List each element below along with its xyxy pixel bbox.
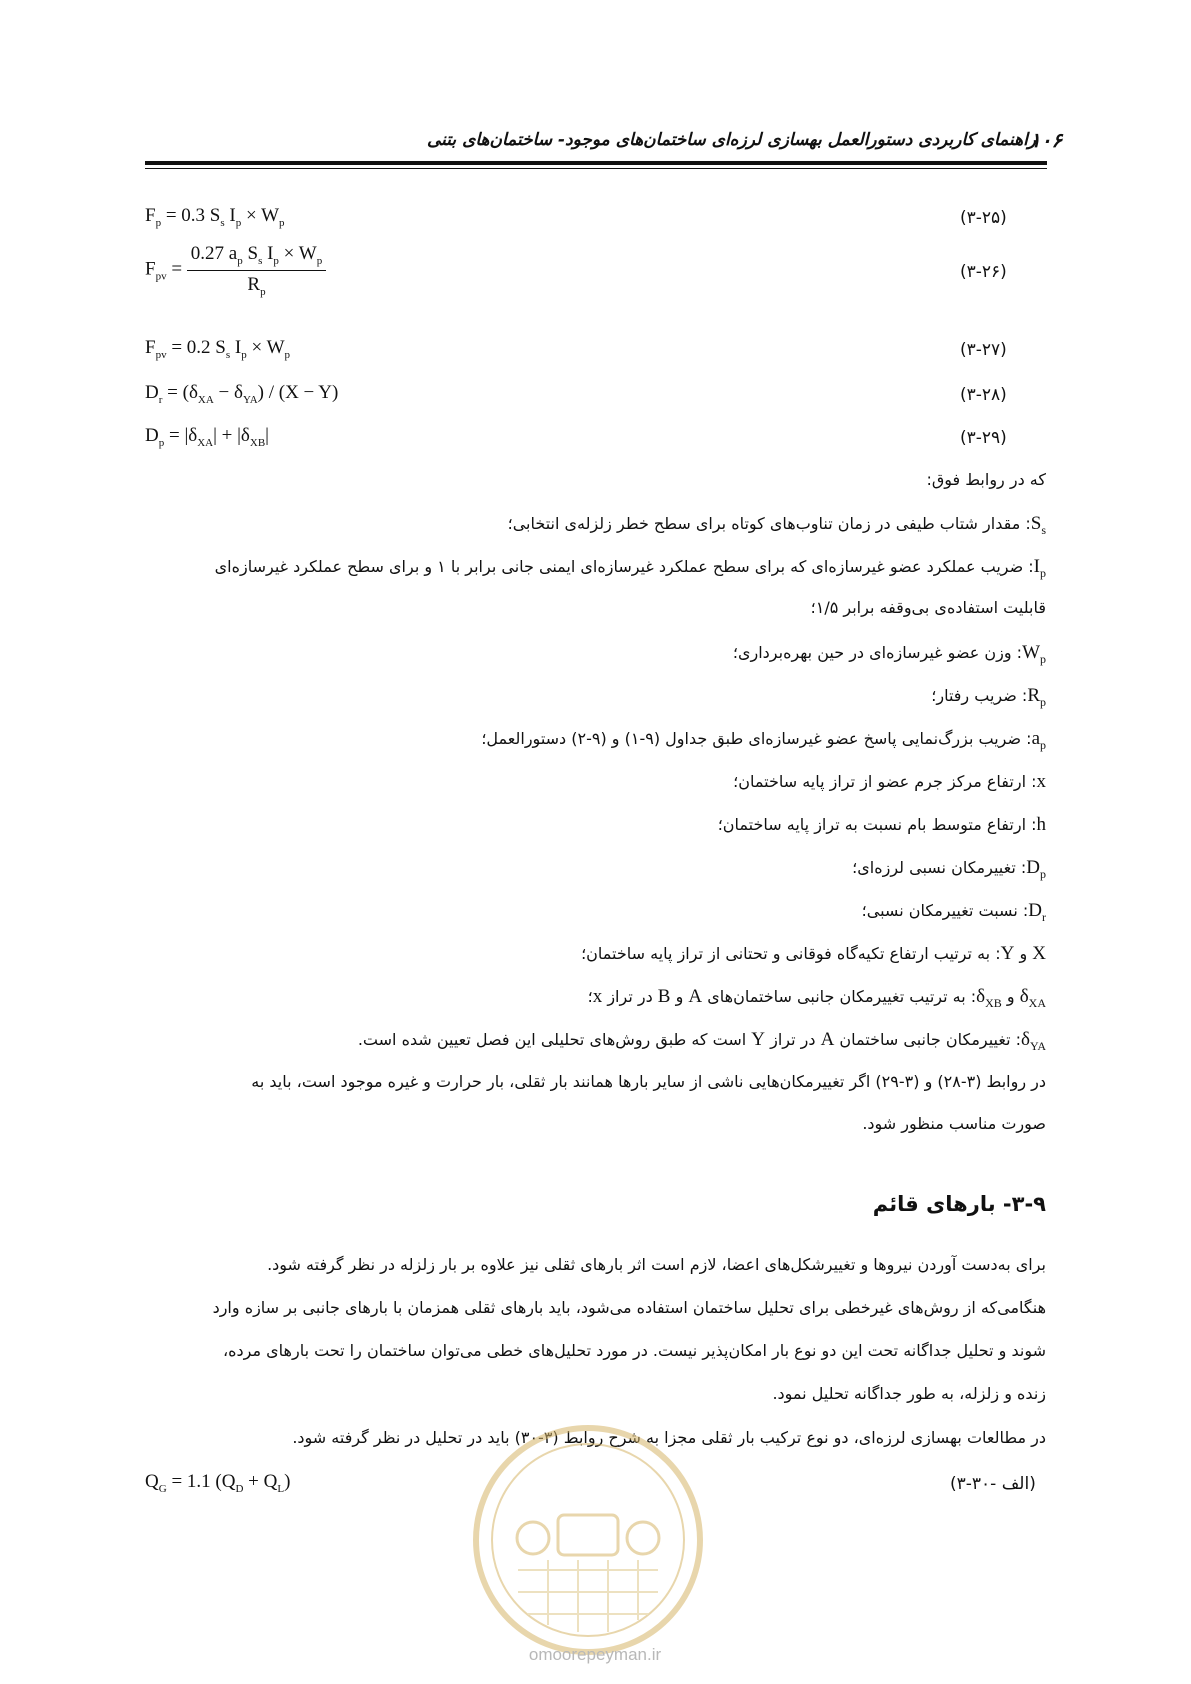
running-header-title: راهنمای کاربردی دستورالعمل بهسازی لرزه‌ای ساختمان‌های موجود- ساختمان‌های بتنی (426, 130, 1036, 150)
definition-x: x: ارتفاع مرکز جرم عضو از تراز پایه ساختمان؛ (733, 771, 1046, 792)
paragraph-line: در روابط (۳-۲۸) و (۳-۲۹) اگر تغییرمکان‌هایی ناشی از سایر بارها همانند بار ثقلی، بار حرارت و غیره موجود است، باید به (251, 1072, 1046, 1091)
paragraph-line: صورت مناسب منظور شود. (862, 1114, 1046, 1133)
equation-3-28: $D_r = (\delta_{XA} - \delta_{YA}) / (X - Y)$ (145, 382, 339, 406)
paragraph-line: در مطالعات بهسازی لرزه‌ای، دو نوع ترکیب بار ثقلی مجزا به شرح روابط (۳-۳۰) باید در تحلیل در نظر گرفته شود. (292, 1428, 1046, 1447)
section-heading: ۳-۹- بارهای قائم (872, 1192, 1046, 1216)
definition-ip: $I_p$: ضریب عملکرد عضو غیرسازه‌ای که برای سطح عملکرد غیرسازه‌ای ایمنی جانی برابر با ۱ و برای سطح عملکرد غیرسازه‌ای (214, 556, 1046, 580)
watermark-url: omoorepeyman.ir (528, 1645, 662, 1664)
header-rule-thick (145, 161, 1047, 165)
equation-number: (۳-۲۸) (960, 385, 1007, 405)
equation-number: (۳-۳۰- الف) (950, 1474, 1036, 1494)
equation-number: (۳-۲۷) (960, 340, 1007, 360)
header-rule-thin (145, 168, 1047, 169)
definition-ss: $S_s$: مقدار شتاب طیفی در زمان تناوب‌های کوتاه برای سطح خطر زلزله‌ی انتخابی؛ (507, 513, 1046, 537)
definition-h: h: ارتفاع متوسط بام نسبت به تراز پایه ساختمان؛ (717, 814, 1046, 835)
equation-3-30-a: $Q_G = 1.1$ $(Q_D + Q_L)$ (145, 1471, 291, 1495)
definition-dp: $D_p$: تغییرمکان نسبی لرزه‌ای؛ (852, 857, 1046, 881)
definition-delta-xa-xb: $\delta_{XA}$ و $\delta_{XB}$: به ترتیب تغییرمکان جانبی ساختمان‌های A و B در تراز x؛ (587, 986, 1046, 1010)
equation-3-29: $D_p = |\delta_{XA}| + |\delta_{XB}|$ (145, 425, 269, 449)
definition-wp: $W_p$: وزن عضو غیرسازه‌ای در حین بهره‌برداری؛ (732, 642, 1046, 666)
equation-number: (۳-۲۶) (960, 262, 1007, 282)
paragraph-line: زنده و زلزله، به طور جداگانه تحلیل نمود. (772, 1384, 1046, 1403)
definitions-intro: که در روابط فوق: (926, 470, 1046, 489)
equation-3-26: $F_{pv}$ = $\frac{0.27 a_p S_s I_p \times W_p}{R_p}$ (145, 243, 326, 298)
paragraph-line: شوند و تحلیل جداگانه تحت این دو نوع بار امکان‌پذیر نیست. در مورد تحلیل‌های خطی می‌توان ساختمان را تحت بارهای مرده، (222, 1341, 1046, 1360)
equation-number: (۳-۲۵) (960, 208, 1007, 228)
definition-ap: $a_p$: ضریب بزرگ‌نمایی پاسخ عضو غیرسازه‌ای طبق جداول (۹-۱) و (۹-۲) دستورالعمل؛ (481, 728, 1046, 752)
paragraph-line: برای به‌دست آوردن نیروها و تغییرشکل‌های اعضا، لازم است اثر بارهای ثقلی نیز علاوه بر بار زلزله در نظر گرفته شود. (267, 1255, 1046, 1274)
equation-number: (۳-۲۹) (960, 428, 1007, 448)
paragraph-line: هنگامی‌که از روش‌های غیرخطی برای تحلیل ساختمان استفاده می‌شود، باید بارهای ثقلی همزمان با بارهای جانبی بر سازه وارد (212, 1298, 1046, 1317)
definition-ip-continued: قابلیت استفاده‌ی بی‌وقفه برابر ۱/۵؛ (810, 598, 1046, 617)
page-number: ۱۰۶ (1030, 128, 1063, 152)
definition-dr: $D_r$: نسبت تغییرمکان نسبی؛ (861, 900, 1046, 924)
equation-3-25: $F_p = 0.3$ $S_s$ $I_p \times W_p$ (145, 205, 285, 229)
watermark-logo (468, 1420, 708, 1660)
fraction: $\frac{0.27 a_p S_s I_p \times W_p}{R_p}$ (187, 243, 326, 298)
definition-x-y: X و Y: به ترتیب ارتفاع تکیه‌گاه فوقانی و تحتانی از تراز پایه ساختمان؛ (581, 943, 1046, 964)
equation-3-27: $F_{pv} = 0.2$ $S_s$ $I_p \times W_p$ (145, 337, 291, 361)
definition-delta-ya: $\delta_{YA}$: تغییرمکان جانبی ساختمان A در تراز Y است که طبق روش‌های تحلیلی این فصل تعیین شده است. (357, 1029, 1046, 1053)
definition-rp: $R_p$: ضریب رفتار؛ (931, 685, 1046, 709)
